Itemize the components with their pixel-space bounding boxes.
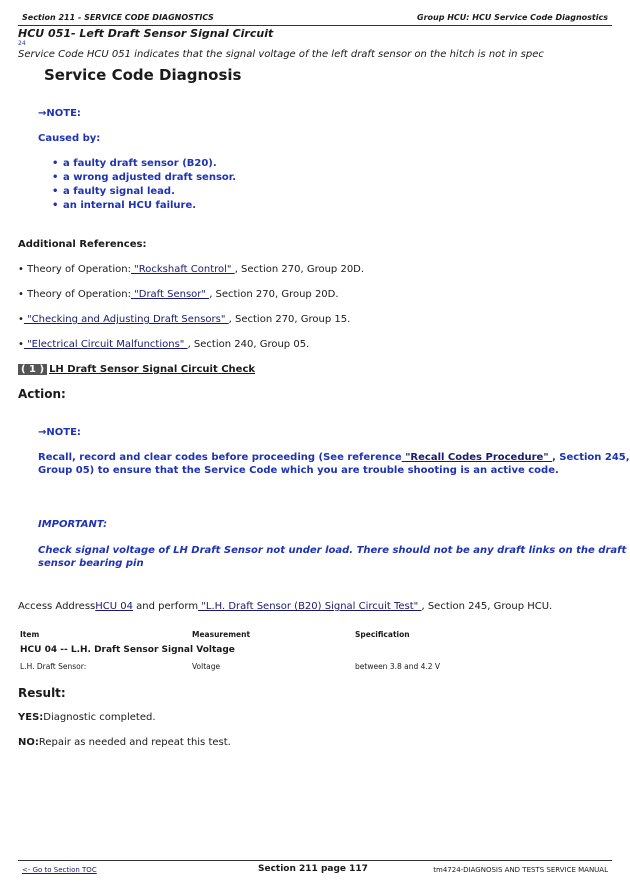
page-title: HCU 051- Left Draft Sensor Signal Circuit [18, 27, 274, 40]
action-label: Action: [18, 387, 66, 401]
intro-text: Service Code HCU 051 indicates that the signal voltage of the left draft sensor on the hitch is not in spec [18, 49, 544, 60]
cause-item: • a faulty signal lead. [52, 185, 236, 199]
important-text-line: sensor bearing pin [38, 558, 144, 569]
table-cell-item: L.H. Draft Sensor: [20, 662, 87, 671]
test-link-draft-sensor-signal[interactable]: "L.H. Draft Sensor (B20) Signal Circuit Test" [198, 601, 422, 612]
reference-item: • "Electrical Circuit Malfunctions" , Section 240, Group 05. [18, 339, 310, 350]
table-group-title: HCU 04 -- L.H. Draft Sensor Signal Voltage [20, 645, 235, 655]
reference-item: • Theory of Operation: "Rockshaft Control" , Section 270, Group 20D. [18, 264, 365, 275]
step-number: ( 1 ) [18, 364, 47, 375]
note-text-line: Group 05) to ensure that the Service Code which you are trouble shooting is an active code. [38, 465, 559, 476]
result-yes: YES:Diagnostic completed. [18, 712, 156, 723]
table-cell-measurement: Voltage [192, 662, 221, 671]
table-header-specification: Specification [355, 630, 410, 639]
table-header-item: Item [20, 630, 40, 639]
reference-link-rockshaft-control[interactable]: "Rockshaft Control" [130, 264, 235, 275]
reference-link-recall-codes[interactable]: "Recall Codes Procedure" [401, 452, 553, 463]
address-link-hcu04[interactable]: HCU 04 [95, 601, 133, 612]
cause-item: • a faulty draft sensor (B20). [52, 157, 236, 171]
section-heading: Service Code Diagnosis [44, 66, 242, 84]
step-heading [18, 364, 255, 375]
reference-item: • Theory of Operation: "Draft Sensor" , Section 270, Group 20D. [18, 289, 339, 300]
footer-rule [18, 860, 612, 861]
table-header-measurement: Measurement [192, 630, 251, 639]
additional-references-heading: Additional References: [18, 239, 147, 250]
table-cell-specification: between 3.8 and 4.2 V [355, 662, 441, 671]
note-label: →NOTE: [38, 108, 81, 119]
header-rule [18, 25, 612, 26]
cause-item: • a wrong adjusted draft sensor. [52, 171, 236, 185]
header-group-label: Group HCU: HCU Service Code Diagnostics [417, 13, 608, 22]
header-section-label: Section 211 - SERVICE CODE DIAGNOSTICS [22, 13, 214, 22]
reference-link-checking-adjusting[interactable]: "Checking and Adjusting Draft Sensors" [23, 314, 229, 325]
step-title: LH Draft Sensor Signal Circuit Check [49, 364, 256, 375]
title-index: 24 [18, 40, 26, 47]
cause-item: • an internal HCU failure. [52, 199, 236, 213]
reference-link-electrical-malfunctions[interactable]: "Electrical Circuit Malfunctions" [23, 339, 188, 350]
important-text-line: Check signal voltage of LH Draft Sensor not under load. There should not be any draft links on the draft [38, 545, 627, 556]
footer-page-number: Section 211 page 117 [258, 864, 368, 874]
reference-link-draft-sensor[interactable]: "Draft Sensor" [130, 289, 210, 300]
important-label: IMPORTANT: [38, 519, 108, 530]
reference-item: • "Checking and Adjusting Draft Sensors" , Section 270, Group 15. [18, 314, 351, 325]
causes-list [52, 157, 236, 213]
result-label: Result: [18, 686, 66, 700]
note-label: →NOTE: [38, 427, 81, 438]
result-no: NO:Repair as needed and repeat this test. [18, 737, 231, 748]
access-instruction: Access AddressHCU 04 and perform "L.H. Draft Sensor (B20) Signal Circuit Test" , Section 245, Group HCU. [18, 601, 553, 612]
caused-by-label: Caused by: [38, 133, 101, 144]
go-to-section-toc-link[interactable]: <- Go to Section TOC [22, 866, 97, 874]
footer-manual-title: tm4724-DIAGNOSIS AND TESTS SERVICE MANUAL [433, 866, 608, 874]
note-text-line: Recall, record and clear codes before proceeding (See reference "Recall Codes Procedure" , Section 245, [38, 452, 630, 463]
